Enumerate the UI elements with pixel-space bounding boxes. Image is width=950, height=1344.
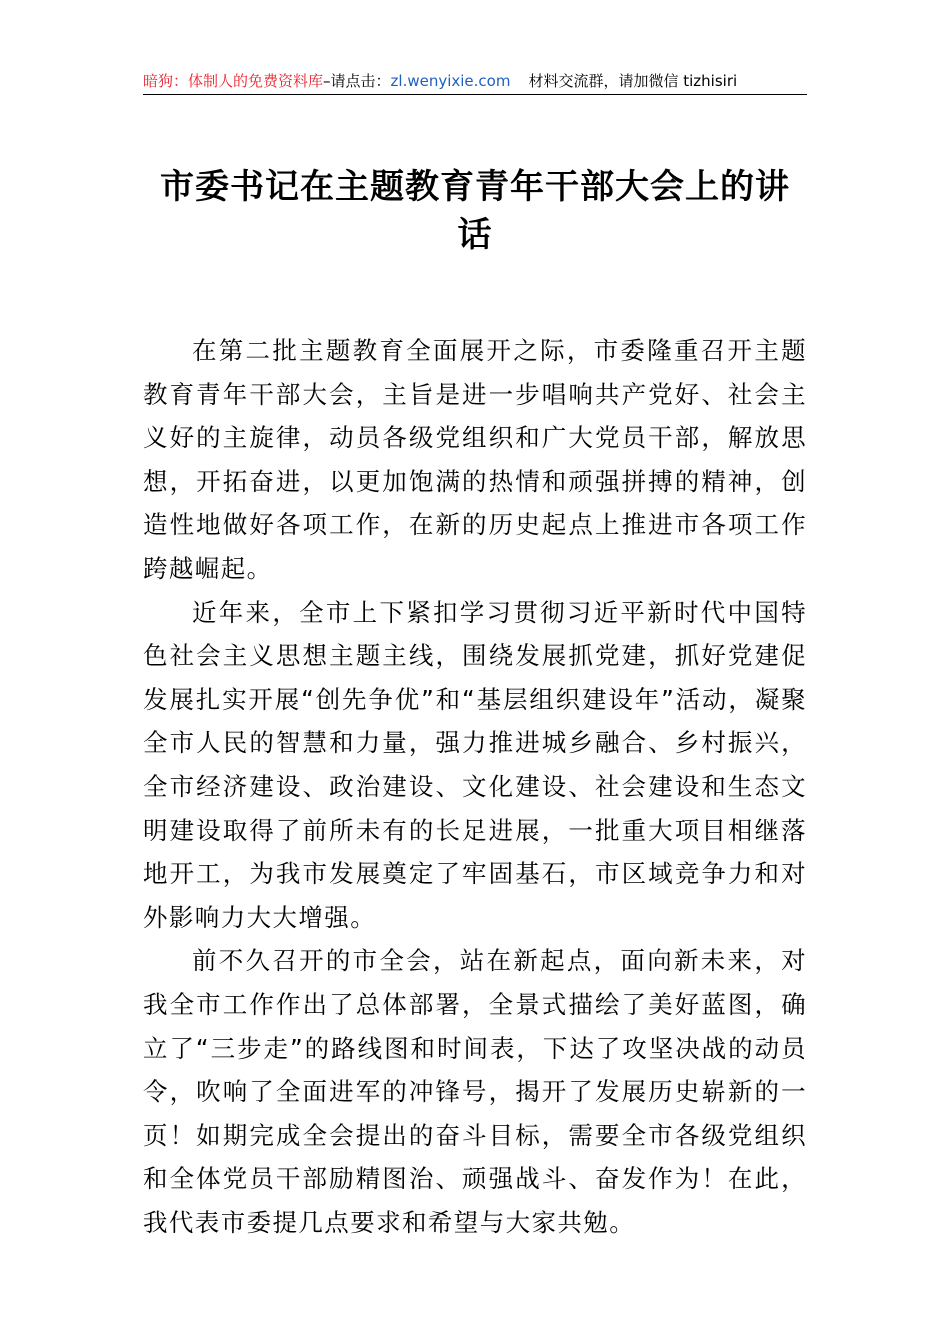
body-paragraph-3: 前不久召开的市全会，站在新起点，面向新未来，对我全市工作作出了总体部署，全景式描绘了美好蓝图，确立了“三步走”的路线图和时间表，下达了攻坚决战的动员令，吹响了全面进军的冲锋号，揭开了发展历史崭新的一页！如期完成全会提出的奋斗目标，需要全市各级党组织和全体党员干部励精图治、顽强战斗、奋发作为！在此，我代表市委提几点要求和希望与大家共勉。 <box>143 946 807 1237</box>
body-paragraph-2: 近年来，全市上下紧扣学习贯彻习近平新时代中国特色社会主义思想主题主线，围绕发展抓党建，抓好党建促发展扎实开展“创先争优”和“基层组织建设年”活动，凝聚全市人民的智慧和力量，强力推进城乡融合、乡村振兴，全市经济建设、政治建设、文化建设、社会建设和生态文明建设取得了前所未有的长足进展，一批重大项目相继落地开工，为我市发展奠定了牢固基石，市区域竞争力和对外影响力大大增强。 <box>143 597 807 932</box>
document-title-line-1: 市委书记在主题教育青年干部大会上的讲 <box>160 167 790 207</box>
page-header <box>143 70 807 95</box>
document-body <box>143 329 807 1244</box>
header-url-link[interactable]: zl.wenyixie.com <box>390 72 511 90</box>
header-wechat-note: 材料交流群，请加微信 tizhisiri <box>528 72 738 90</box>
body-paragraph-1: 在第二批主题教育全面展开之际，市委隆重召开主题教育青年干部大会，主旨是进一步唱响共产党好、社会主义好的主旋律，动员各级党组织和广大党员干部，解放思想，开拓奋进，以更加饱满的热情和顽强拼搏的精神，创造性地做好各项工作，在新的历史起点上推进市各项工作跨越崛起。 <box>143 336 807 583</box>
header-brand: 暗狗：体制人的免费资料库 <box>143 72 324 90</box>
header-click-text: –请点击： <box>323 72 391 90</box>
document-title-line-2: 话 <box>457 215 493 255</box>
